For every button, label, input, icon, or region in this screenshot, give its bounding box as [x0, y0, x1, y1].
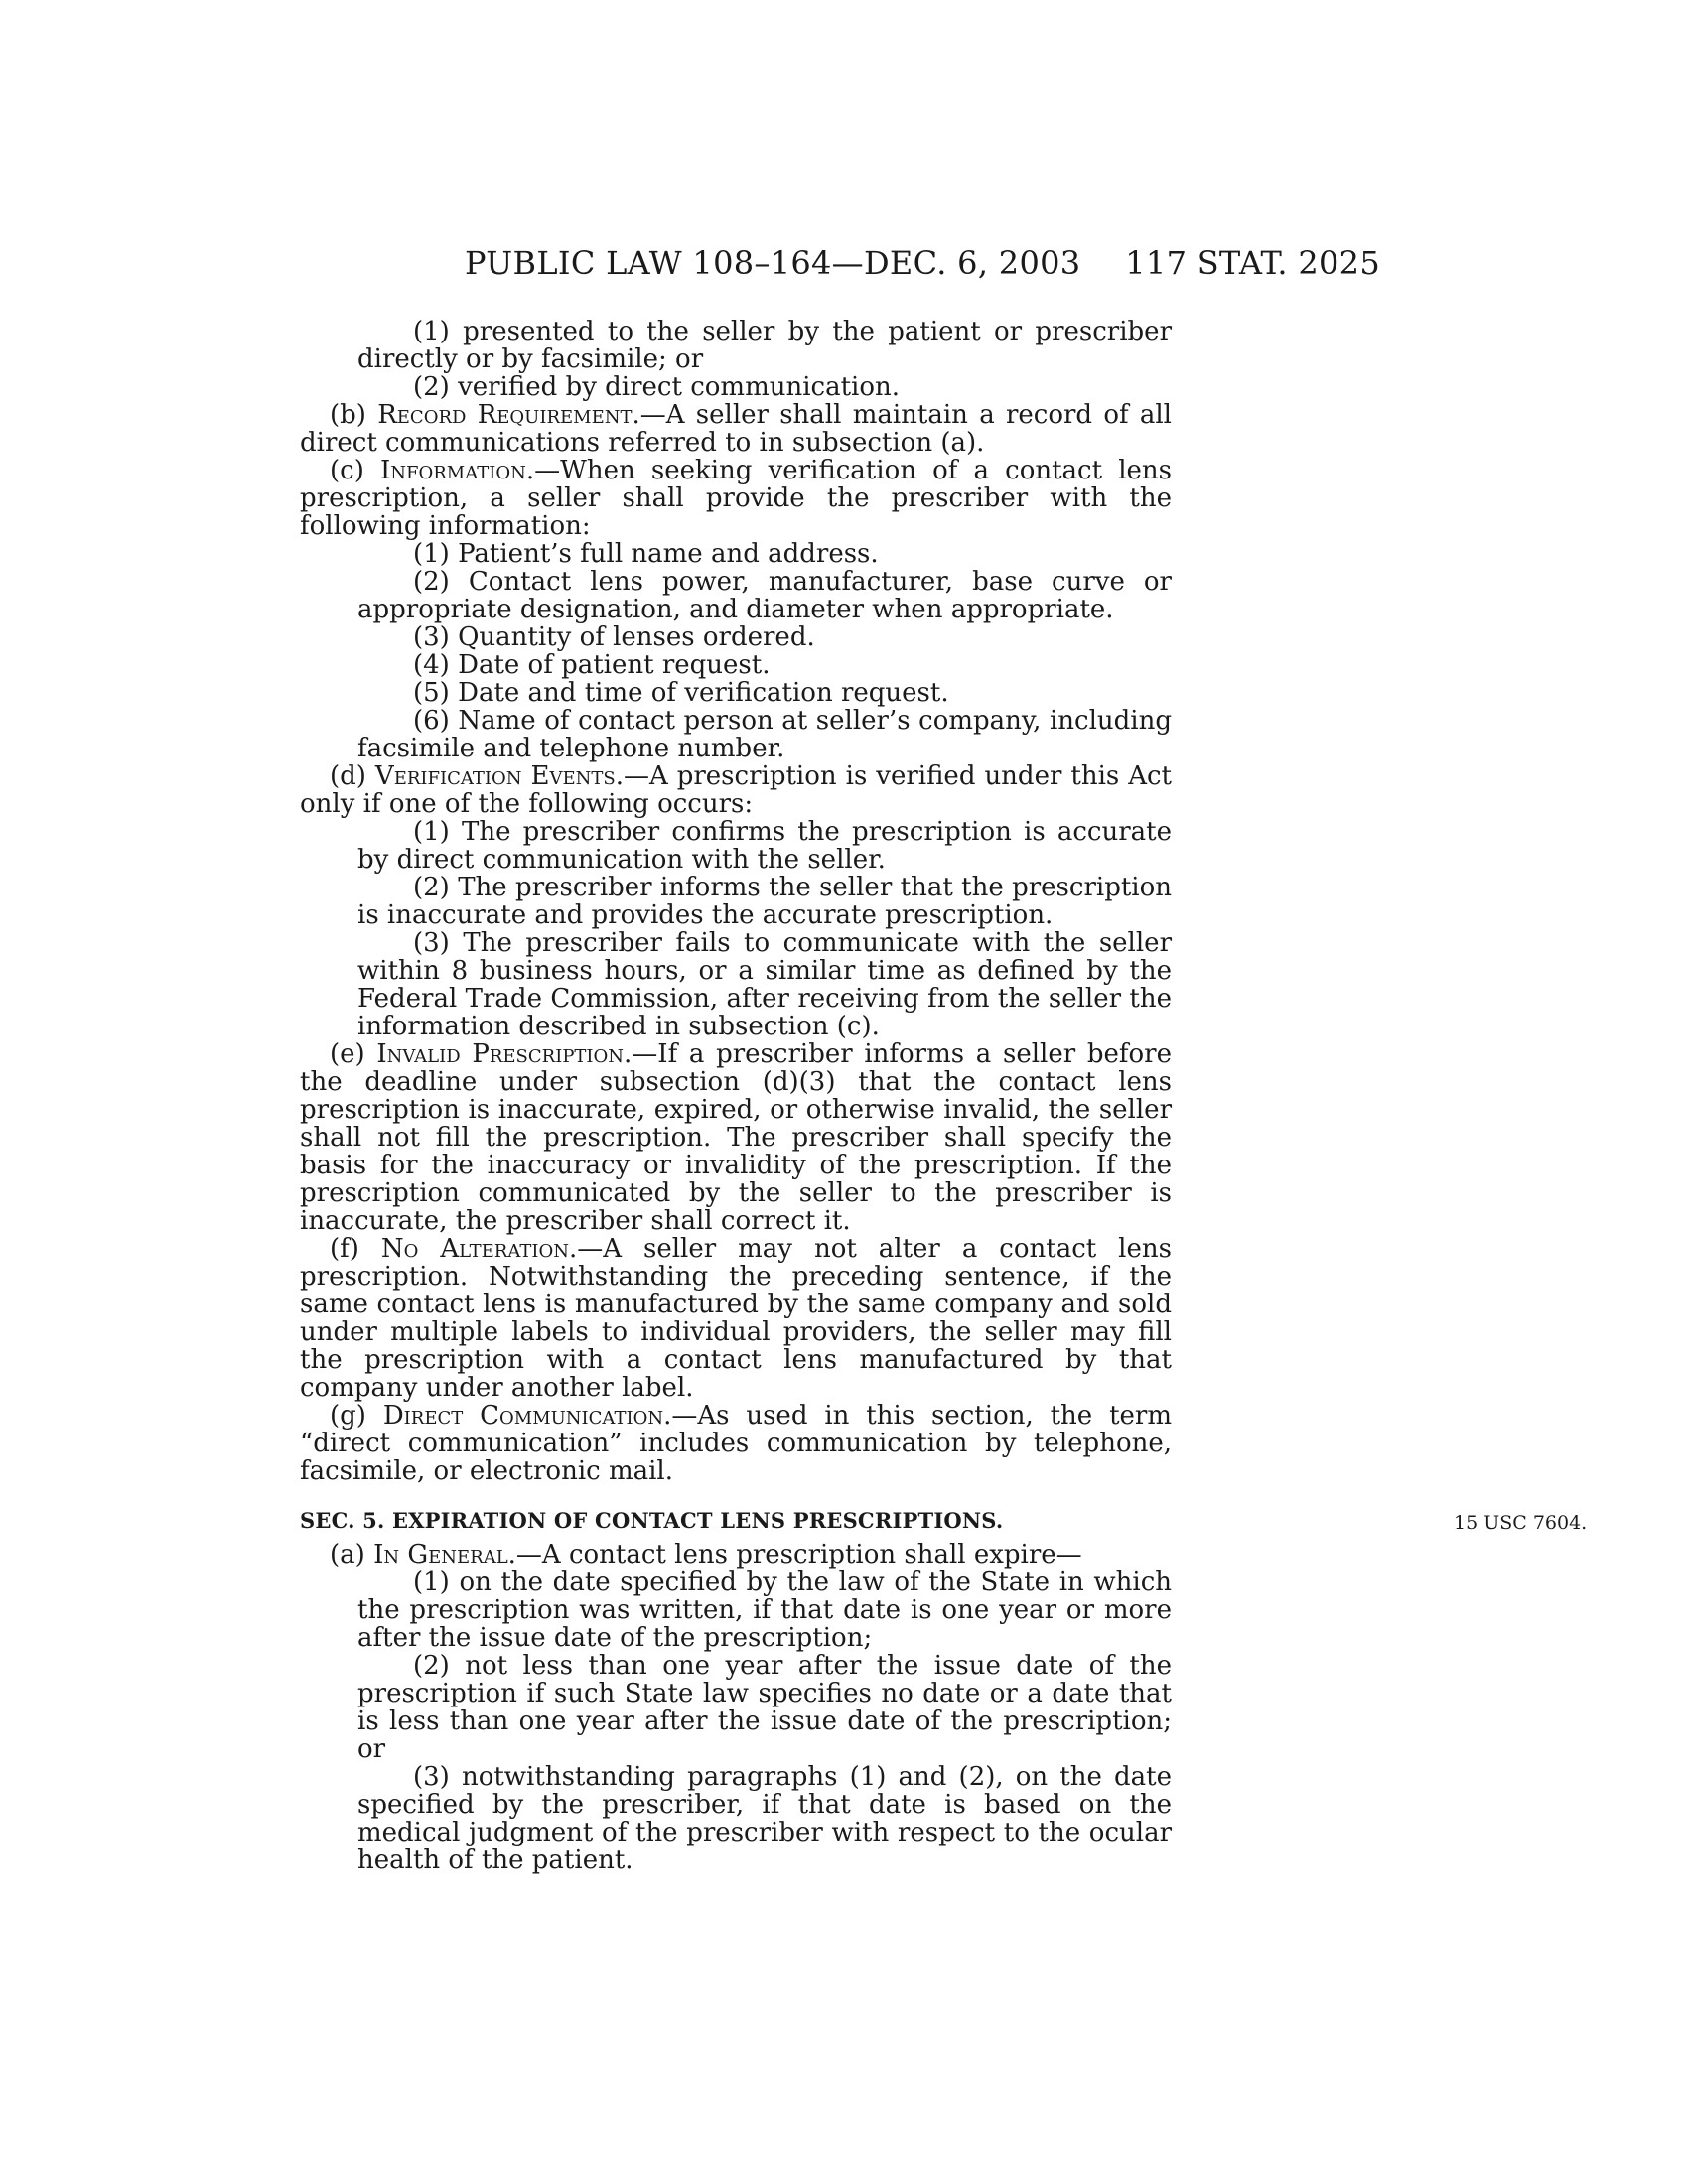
document-body — [300, 317, 1588, 1875]
subsection-c — [300, 457, 1172, 540]
paragraph-d1: (1) The prescriber confirms the prescription is accurate by direct communication with the seller. — [357, 817, 1172, 875]
subsection-d-label: (d) — [330, 761, 375, 791]
paragraph-a2: (2) verified by direct communication. — [413, 372, 901, 402]
subsection-f-text: .—A seller may not alter a contact lens prescription. Notwithstanding the preceding sentence, if the same contact lens is manufactured by the same company and sold under multiple labels to individual providers, the seller may fill the prescription with a contact lens manufactured by that company under another label. — [300, 1234, 1172, 1403]
subsection-g-text: .—As used in this section, the term “direct communication” includes communication by telephone, facsimile, or electronic mail. — [300, 1401, 1172, 1486]
subsection-c-text: .—When seeking verification of a contact lens prescription, a seller shall provide the prescriber with the following information: — [300, 456, 1172, 541]
margin-citation: 15 USC 7604. — [1454, 1512, 1588, 1534]
sec5-subsection-a-text: .—A contact lens prescription shall expire— — [507, 1540, 1082, 1570]
subsection-d-heading: Verification Events — [374, 761, 616, 791]
running-header — [298, 244, 1380, 294]
paragraph-c2: (2) Contact lens power, manufacturer, base curve or appropriate designation, and diameter when appropriate. — [357, 567, 1172, 624]
subsection-f-heading: No Alteration — [380, 1234, 569, 1264]
subsection-f-label: (f) — [330, 1234, 381, 1264]
subsection-d — [300, 762, 1172, 818]
sec5-paragraph-3: (3) notwithstanding paragraphs (1) and (2), on the date specified by the prescriber, if that date is based on the medical judgment of the prescriber with respect to the ocular health of the patient. — [357, 1762, 1172, 1875]
sec5-paragraph-1: (1) on the date specified by the law of the State in which the prescription was written, if that date is one year or more after the issue date of the prescription; — [357, 1568, 1172, 1653]
page-number: 117 STAT. 2025 — [1125, 244, 1380, 282]
section-5-heading — [300, 1507, 1588, 1535]
subsection-g — [300, 1402, 1172, 1485]
subsection-e-label: (e) — [330, 1039, 377, 1069]
subsection-b-heading: Record Requirement — [377, 400, 633, 430]
paragraph-d3: (3) The prescriber fails to communicate with the seller within 8 business hours, or a similar time as defined by the Federal Trade Commission, after receiving from the seller the information described in subsection (c). — [357, 928, 1172, 1041]
subsection-d-text: .—A prescription is verified under this Act only if one of the following occurs: — [300, 761, 1172, 819]
header-title: PUBLIC LAW 108–164—DEC. 6, 2003 — [465, 244, 1081, 282]
subsection-b-label: (b) — [330, 400, 378, 430]
sec5-paragraph-2: (2) not less than one year after the issue date of the prescription if such State law specifies no date or a date that is less than one year after the issue date of the prescription; or — [357, 1651, 1172, 1764]
paragraph-c3: (3) Quantity of lenses ordered. — [413, 622, 815, 652]
subsection-g-label: (g) — [330, 1401, 383, 1431]
subsection-c-label: (c) — [330, 456, 380, 485]
subsection-e — [300, 1040, 1172, 1235]
section-5-title: SEC. 5. EXPIRATION OF CONTACT LENS PRESCRIPTIONS. — [300, 1508, 1004, 1533]
subsection-f — [300, 1235, 1172, 1402]
paragraph-c4: (4) Date of patient request. — [413, 650, 771, 680]
subsection-c-heading: Information — [379, 456, 526, 485]
sec5-subsection-a-heading: In General — [373, 1540, 508, 1570]
sec5-subsection-a-label: (a) — [330, 1540, 374, 1570]
paragraph-c6: (6) Name of contact person at seller’s company, including facsimile and telephone number. — [357, 706, 1172, 763]
subsection-b — [300, 401, 1172, 457]
subsection-e-text: .—If a prescriber informs a seller before the deadline under subsection (d)(3) that the contact lens prescription is inaccurate, expired, or otherwise invalid, the seller shall not fill the prescription. The prescriber shall specify the basis for the inaccuracy or invalidity of the prescription. If the prescription communicated by the seller to the prescriber is inaccurate, the prescriber shall correct it. — [300, 1039, 1172, 1236]
subsection-g-heading: Direct Communication — [382, 1401, 664, 1431]
subsection-b-text: .—A seller shall maintain a record of all direct communications referred to in subsection (a). — [300, 400, 1172, 458]
subsection-e-heading: Invalid Prescription — [376, 1039, 625, 1069]
paragraph-d2: (2) The prescriber informs the seller that the prescription is inaccurate and provides the accurate prescription. — [357, 873, 1172, 930]
sec5-subsection-a — [300, 1541, 1172, 1569]
paragraph-c5: (5) Date and time of verification request. — [413, 678, 949, 708]
paragraph-a1: (1) presented to the seller by the patient or prescriber directly or by facsimile; or — [357, 317, 1172, 374]
paragraph-c1: (1) Patient’s full name and address. — [413, 539, 879, 569]
